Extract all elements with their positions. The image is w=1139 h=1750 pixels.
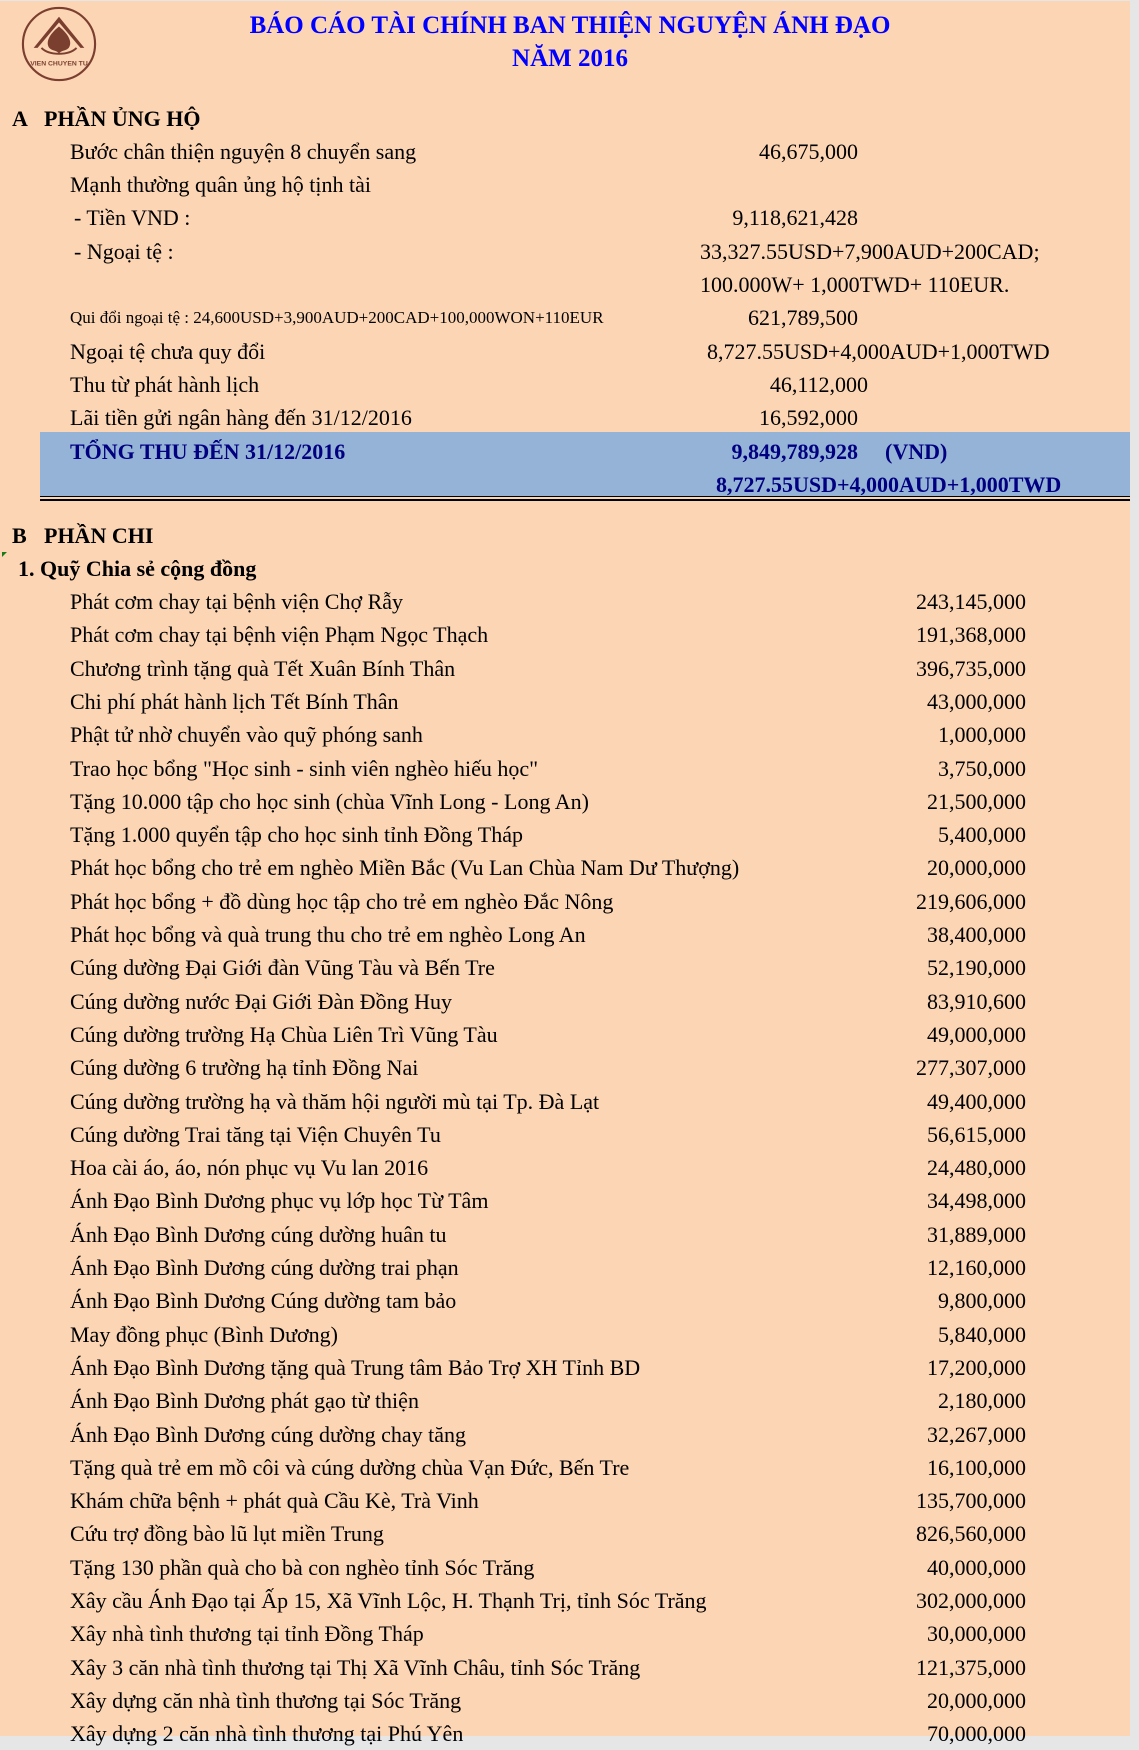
- expense-row: [0, 1184, 1130, 1217]
- income-row: [0, 201, 1130, 234]
- total-value-foreign: 8,727.55USD+4,000AUD+1,000TWD: [716, 472, 1062, 497]
- expense-row: [0, 1218, 1130, 1251]
- expense-row: [0, 1118, 1130, 1151]
- expense-amount: 396,735,000: [916, 655, 1026, 681]
- expense-row: [0, 1617, 1130, 1650]
- expense-row: [0, 785, 1130, 818]
- expense-amount: 32,267,000: [927, 1421, 1026, 1447]
- expense-label: Cúng dường trường Hạ Chùa Liên Trì Vũng Tàu: [70, 1021, 498, 1047]
- income-value: 46,112,000: [769, 372, 868, 397]
- report-sheet: [0, 1, 1130, 1747]
- expense-label: Phật tử nhờ chuyển vào quỹ phóng sanh: [70, 722, 423, 748]
- expense-amount: 43,000,000: [927, 688, 1026, 714]
- vien-chuyen-tu-logo: [20, 5, 98, 83]
- expense-row: [0, 685, 1130, 718]
- expense-amount: 83,910,600: [927, 988, 1026, 1014]
- expense-label: Xây cầu Ánh Đạo tại Ấp 15, Xã Vĩnh Lộc, H. Thạnh Trị, tỉnh Sóc Trăng: [70, 1588, 707, 1613]
- section-title: PHẦN CHI: [44, 523, 154, 548]
- income-label: - Ngoại tệ :: [74, 239, 174, 264]
- expense-label: Phát học bổng và quà trung thu cho trẻ em nghèo Long An: [70, 922, 586, 947]
- report-title: BÁO CÁO TÀI CHÍNH BAN THIỆN NGUYỆN ÁNH ĐẠO: [249, 12, 891, 39]
- income-value: 9,118,621,428: [732, 205, 858, 230]
- expense-label: Chi phí phát hành lịch Tết Bính Thân: [70, 688, 399, 714]
- expense-row: [0, 1584, 1130, 1617]
- expense-label: Phát cơm chay tại bệnh viện Phạm Ngọc Thạch: [70, 622, 489, 648]
- income-value: 8,727.55USD+4,000AUD+1,000TWD: [707, 339, 1050, 364]
- expense-amount: 31,889,000: [927, 1221, 1026, 1247]
- expense-label: Ánh Đạo Bình Dương cúng dường chay tăng: [70, 1421, 466, 1447]
- expense-amount: 49,000,000: [927, 1021, 1026, 1047]
- expense-row: [0, 1517, 1130, 1550]
- expense-row: [0, 1451, 1130, 1484]
- income-row: [0, 368, 1130, 401]
- expense-row: [0, 1351, 1130, 1384]
- expense-label: Hoa cài áo, áo, nón phục vụ Vu lan 2016: [70, 1155, 429, 1181]
- expense-amount: 9,800,000: [938, 1288, 1026, 1314]
- expense-amount: 5,400,000: [938, 822, 1026, 848]
- income-row: [0, 401, 1130, 434]
- expense-amount: 70,000,000: [927, 1721, 1026, 1747]
- expense-label: Phát cơm chay tại bệnh viện Chợ Rẫy: [70, 589, 404, 614]
- expense-row: [0, 1684, 1130, 1717]
- income-row: [0, 335, 1130, 368]
- income-label: Qui đổi ngoại tệ : 24,600USD+3,900AUD+200CAD+100,000WON+110EUR: [70, 308, 604, 327]
- income-label: - Tiền VND :: [74, 205, 191, 230]
- category-title: 1. Quỹ Chia sẻ cộng đồng: [18, 556, 257, 581]
- expense-label: Cúng dường trường hạ và thăm hội người mù tại Tp. Đà Lạt: [70, 1088, 600, 1114]
- income-label: Lãi tiền gửi ngân hàng đến 31/12/2016: [70, 405, 412, 430]
- report-year: NĂM 2016: [512, 45, 628, 72]
- income-label: Ngoại tệ chưa quy đổi: [70, 339, 266, 364]
- expense-label: Tặng 130 phần quà cho bà con nghèo tỉnh Sóc Trăng: [70, 1554, 535, 1580]
- expense-amount: 826,560,000: [916, 1521, 1026, 1547]
- section-title: PHẦN ỦNG HỘ: [44, 106, 201, 131]
- expense-amount: 34,498,000: [927, 1188, 1026, 1214]
- expense-row: [0, 1318, 1130, 1351]
- expense-amount: 121,375,000: [916, 1654, 1026, 1680]
- expense-label: Phát học bổng cho trẻ em nghèo Miền Bắc (Vu Lan Chùa Nam Dư Thượng): [70, 855, 740, 881]
- section-a-header: [0, 102, 1130, 135]
- income-value: 100.000W+ 1,000TWD+ 110EUR.: [700, 272, 1010, 297]
- expense-amount: 135,700,000: [916, 1488, 1026, 1514]
- expense-label: Xây dựng căn nhà tình thương tại Sóc Trăng: [70, 1687, 462, 1713]
- expense-label: Xây 3 căn nhà tình thương tại Thị Xã Vĩnh Châu, tỉnh Sóc Trăng: [70, 1654, 641, 1680]
- expense-row: [0, 885, 1130, 918]
- expense-amount: 24,480,000: [927, 1155, 1026, 1181]
- expense-label: Ánh Đạo Bình Dương cúng dường huân tu: [70, 1221, 447, 1247]
- expense-label: Xây dựng 2 căn nhà tình thương tại Phú Yên: [70, 1721, 464, 1747]
- expense-label: Chương trình tặng quà Tết Xuân Bính Thân: [70, 655, 456, 681]
- expense-amount: 12,160,000: [927, 1255, 1026, 1280]
- expense-row: [0, 985, 1130, 1018]
- expense-label: Ánh Đạo Bình Dương phát gạo từ thiện: [70, 1388, 419, 1414]
- expense-row: [0, 1651, 1130, 1684]
- expense-label: Khám chữa bệnh + phát quà Cầu Kè, Trà Vinh: [70, 1488, 479, 1514]
- expense-label: Cúng dường 6 trường hạ tỉnh Đồng Nai: [70, 1055, 419, 1081]
- expense-amount: 219,606,000: [916, 888, 1026, 914]
- expense-label: Cứu trợ đồng bào lũ lụt miền Trung: [70, 1521, 384, 1547]
- total-row-foreign: [0, 468, 1130, 501]
- expense-row: [0, 951, 1130, 984]
- expense-amount: 2,180,000: [938, 1388, 1026, 1414]
- income-label: Bước chân thiện nguyện 8 chuyển sang: [70, 139, 417, 164]
- expense-row: [0, 1018, 1130, 1051]
- expense-label: Phát học bổng + đồ dùng học tập cho trẻ em nghèo Đắc Nông: [70, 888, 614, 914]
- expense-amount: 56,615,000: [927, 1121, 1026, 1147]
- expense-row: [0, 1418, 1130, 1451]
- expense-row: [0, 1151, 1130, 1184]
- expense-amount: 40,000,000: [927, 1554, 1026, 1580]
- expense-amount: 52,190,000: [927, 955, 1026, 981]
- expense-row: [0, 1284, 1130, 1317]
- expense-row: [0, 1717, 1130, 1750]
- expense-label: Cúng dường Đại Giới đàn Vũng Tàu và Bến Tre: [70, 955, 495, 981]
- expense-category: [0, 552, 1130, 585]
- expense-amount: 17,200,000: [927, 1354, 1026, 1380]
- expense-label: Xây nhà tình thương tại tỉnh Đồng Tháp: [70, 1621, 424, 1647]
- income-row: [0, 168, 1130, 201]
- expense-amount: 20,000,000: [927, 855, 1026, 881]
- income-value: 621,789,500: [748, 305, 858, 330]
- expense-amount: 3,750,000: [938, 755, 1026, 781]
- expense-amount: 277,307,000: [916, 1055, 1026, 1081]
- expense-amount: 38,400,000: [927, 922, 1026, 947]
- expense-amount: 30,000,000: [927, 1621, 1026, 1647]
- expense-label: Ánh Đạo Bình Dương cúng dường trai phạn: [70, 1255, 459, 1280]
- expense-label: May đồng phục (Bình Dương): [70, 1321, 338, 1347]
- expense-row: [0, 1484, 1130, 1517]
- expense-row: [0, 818, 1130, 851]
- expense-label: Ánh Đạo Bình Dương Cúng dường tam bảo: [70, 1288, 457, 1314]
- expense-amount: 302,000,000: [916, 1588, 1026, 1613]
- expense-amount: 1,000,000: [938, 722, 1026, 748]
- income-value: 16,592,000: [759, 405, 858, 430]
- expense-label: Ánh Đạo Bình Dương tặng quà Trung tâm Bảo Trợ XH Tỉnh BD: [70, 1354, 641, 1380]
- income-row: [0, 301, 1130, 334]
- expense-row: [0, 1085, 1130, 1118]
- income-row: [0, 235, 1130, 268]
- income-value: 46,675,000: [759, 139, 858, 164]
- total-row: [0, 435, 1130, 468]
- expense-amount: 21,500,000: [927, 788, 1026, 814]
- expense-label: Tặng quà trẻ em mồ côi và cúng dường chùa Vạn Đức, Bến Tre: [70, 1454, 630, 1480]
- total-value-vnd: 9,849,789,928: [731, 439, 858, 464]
- income-row: [0, 135, 1130, 168]
- section-letter: A: [12, 106, 28, 131]
- expense-row: [0, 1384, 1130, 1417]
- expense-amount: 5,840,000: [938, 1321, 1026, 1347]
- income-value: 33,327.55USD+7,900AUD+200CAD;: [700, 239, 1040, 264]
- expense-amount: 20,000,000: [927, 1687, 1026, 1713]
- total-label: TỔNG THU ĐẾN 31/12/2016: [70, 439, 346, 464]
- income-label: Mạnh thường quân ủng hộ tịnh tài: [70, 172, 371, 197]
- expense-row: [0, 718, 1130, 751]
- expense-row: [0, 618, 1130, 651]
- income-row: [0, 268, 1130, 301]
- expense-row: [0, 1051, 1130, 1084]
- expense-label: Tặng 10.000 tập cho học sinh (chùa Vĩnh Long - Long An): [70, 788, 589, 814]
- expense-row: [0, 652, 1130, 685]
- expense-row: [0, 918, 1130, 951]
- total-unit: (VND): [885, 439, 948, 464]
- svg-text:VIEN CHUYEN TU: VIEN CHUYEN TU: [30, 60, 88, 68]
- expense-label: Cúng dường Trai tăng tại Viện Chuyên Tu: [70, 1121, 441, 1147]
- expense-row: [0, 752, 1130, 785]
- expense-label: Trao học bổng "Học sinh - sinh viên nghèo hiếu học": [70, 755, 539, 781]
- expense-amount: 16,100,000: [927, 1454, 1026, 1480]
- expense-amount: 191,368,000: [916, 622, 1026, 648]
- section-letter: B: [12, 523, 27, 548]
- expense-row: [0, 851, 1130, 884]
- expense-label: Cúng dường nước Đại Giới Đàn Đồng Huy: [70, 988, 452, 1014]
- expense-row: [0, 585, 1130, 618]
- income-label: Thu từ phát hành lịch: [70, 372, 260, 397]
- section-b-header: [0, 519, 1130, 552]
- expense-amount: 49,400,000: [927, 1088, 1026, 1114]
- expense-amount: 243,145,000: [916, 589, 1026, 614]
- expense-row: [0, 1551, 1130, 1584]
- expense-label: Tặng 1.000 quyển tập cho học sinh tỉnh Đồng Tháp: [70, 822, 523, 848]
- expense-row: [0, 1251, 1130, 1284]
- expense-label: Ánh Đạo Bình Dương phục vụ lớp học Từ Tâm: [70, 1188, 489, 1214]
